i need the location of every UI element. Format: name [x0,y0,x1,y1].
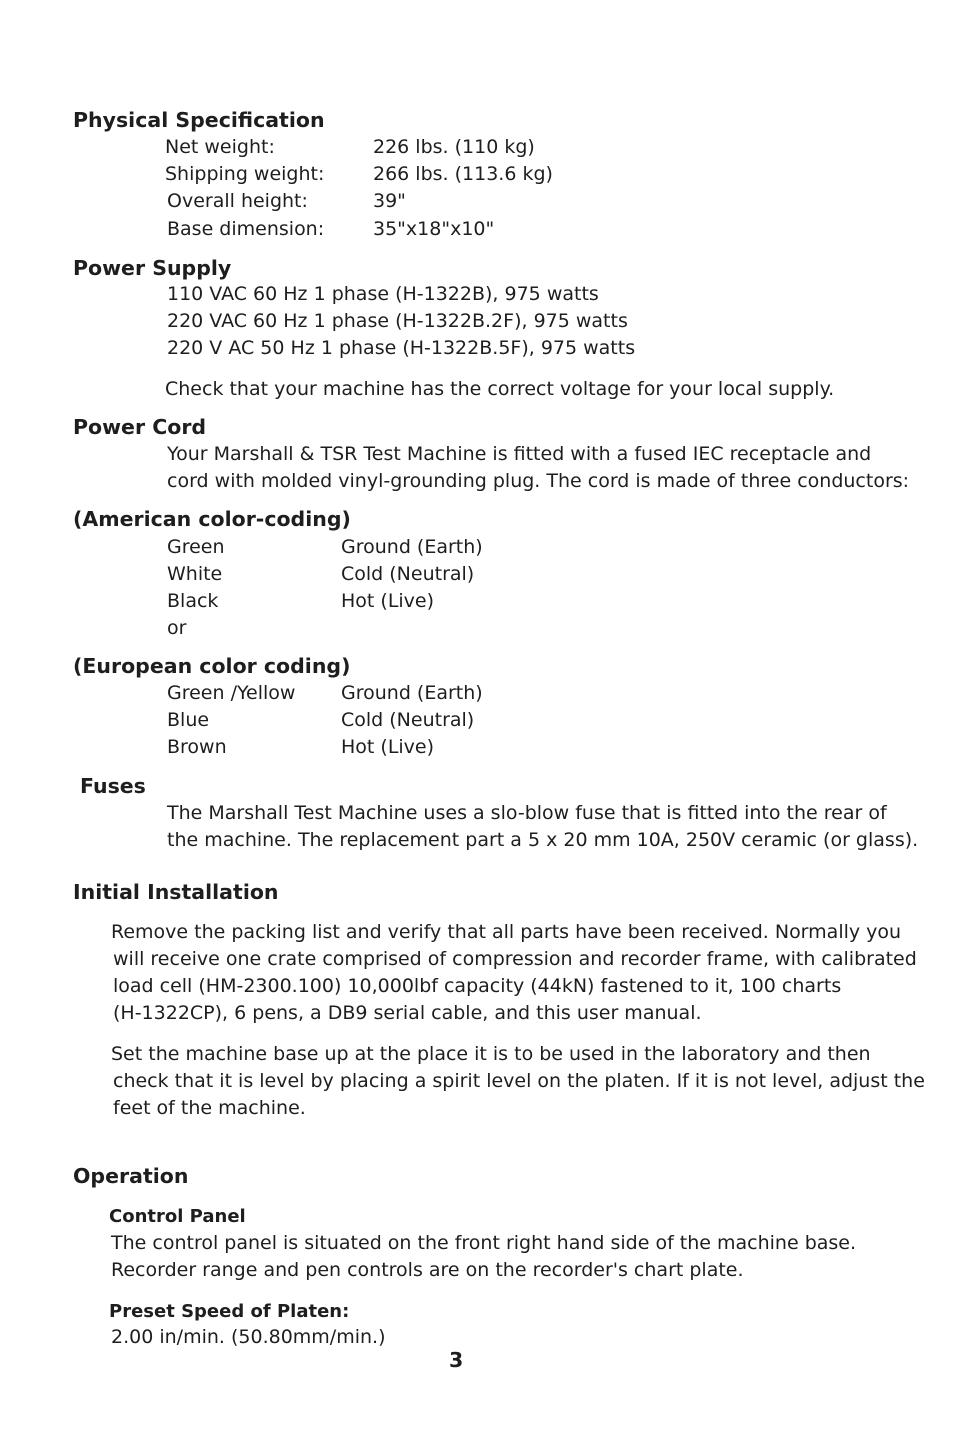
american-meaning-cold: Cold (Neutral) [341,563,475,585]
american-color-black: Black [167,590,219,612]
spec-label-net-weight: Net weight: [165,136,275,158]
fuses-heading: Fuses [80,774,146,798]
spec-label-shipping-weight: Shipping weight: [165,163,325,185]
control-panel-heading: Control Panel [109,1206,246,1227]
european-color-brown: Brown [167,736,227,758]
spec-value-base-dimension: 35"x18"x10" [373,218,495,240]
control-panel-line-1: The control panel is situated on the front right hand side of the machine base. [111,1232,857,1254]
installation-para1-line-1: Remove the packing list and verify that all parts have been received. Normally you [111,921,902,943]
installation-para2-line-1: Set the machine base up at the place it is to be used in the laboratory and then [111,1043,871,1065]
spec-label-overall-height: Overall height: [167,190,308,212]
power-supply-line-2: 220 VAC 60 Hz 1 phase (H-1322B.2F), 975 watts [167,310,628,332]
power-supply-heading: Power Supply [73,256,232,280]
power-supply-note: Check that your machine has the correct voltage for your local supply. [165,378,835,400]
american-color-coding-heading: (American color-coding) [73,507,351,531]
european-meaning-cold: Cold (Neutral) [341,709,475,731]
page-number: 3 [449,1348,464,1372]
spec-value-shipping-weight: 266 lbs. (113.6 kg) [373,163,553,185]
european-meaning-hot: Hot (Live) [341,736,435,758]
installation-para1-line-2: will receive one crate comprised of compression and recorder frame, with calibrated [113,948,917,970]
fuses-line-2: the machine. The replacement part a 5 x 20 mm 10A, 250V ceramic (or glass). [167,829,919,851]
power-supply-line-3: 220 V AC 50 Hz 1 phase (H-1322B.5F), 975 watts [167,337,636,359]
fuses-line-1: The Marshall Test Machine uses a slo-blow fuse that is fitted into the rear of [167,802,887,824]
installation-para1-line-3: load cell (HM-2300.100) 10,000lbf capacity (44kN) fastened to it, 100 charts [113,975,842,997]
physical-specification-heading: Physical Specification [73,108,325,132]
american-color-white: White [167,563,223,585]
power-cord-heading: Power Cord [73,415,207,439]
power-supply-line-1: 110 VAC 60 Hz 1 phase (H-1322B), 975 watts [167,283,599,305]
power-cord-line-1: Your Marshall & TSR Test Machine is fitted with a fused IEC receptacle and [167,443,872,465]
spec-value-overall-height: 39" [373,190,406,212]
spec-value-net-weight: 226 lbs. (110 kg) [373,136,535,158]
american-color-green: Green [167,536,225,558]
installation-para2-line-2: check that it is level by placing a spirit level on the platen. If it is not level, adjust the [113,1070,925,1092]
american-meaning-ground: Ground (Earth) [341,536,483,558]
control-panel-line-2: Recorder range and pen controls are on the recorder's chart plate. [111,1259,744,1281]
installation-para2-line-3: feet of the machine. [113,1097,306,1119]
european-meaning-ground: Ground (Earth) [341,682,483,704]
american-meaning-hot: Hot (Live) [341,590,435,612]
european-color-coding-heading: (European color coding) [73,654,351,678]
preset-speed-heading: Preset Speed of Platen: [109,1301,350,1322]
power-cord-line-2: cord with molded vinyl-grounding plug. The cord is made of three conductors: [167,470,910,492]
installation-para1-line-4: (H-1322CP), 6 pens, a DB9 serial cable, and this user manual. [113,1002,702,1024]
european-color-green-yellow: Green /Yellow [167,682,296,704]
european-color-blue: Blue [167,709,210,731]
initial-installation-heading: Initial Installation [73,880,279,904]
operation-heading: Operation [73,1164,189,1188]
spec-label-base-dimension: Base dimension: [167,218,325,240]
or-separator: or [167,617,187,639]
preset-speed-value: 2.00 in/min. (50.80mm/min.) [111,1326,386,1348]
